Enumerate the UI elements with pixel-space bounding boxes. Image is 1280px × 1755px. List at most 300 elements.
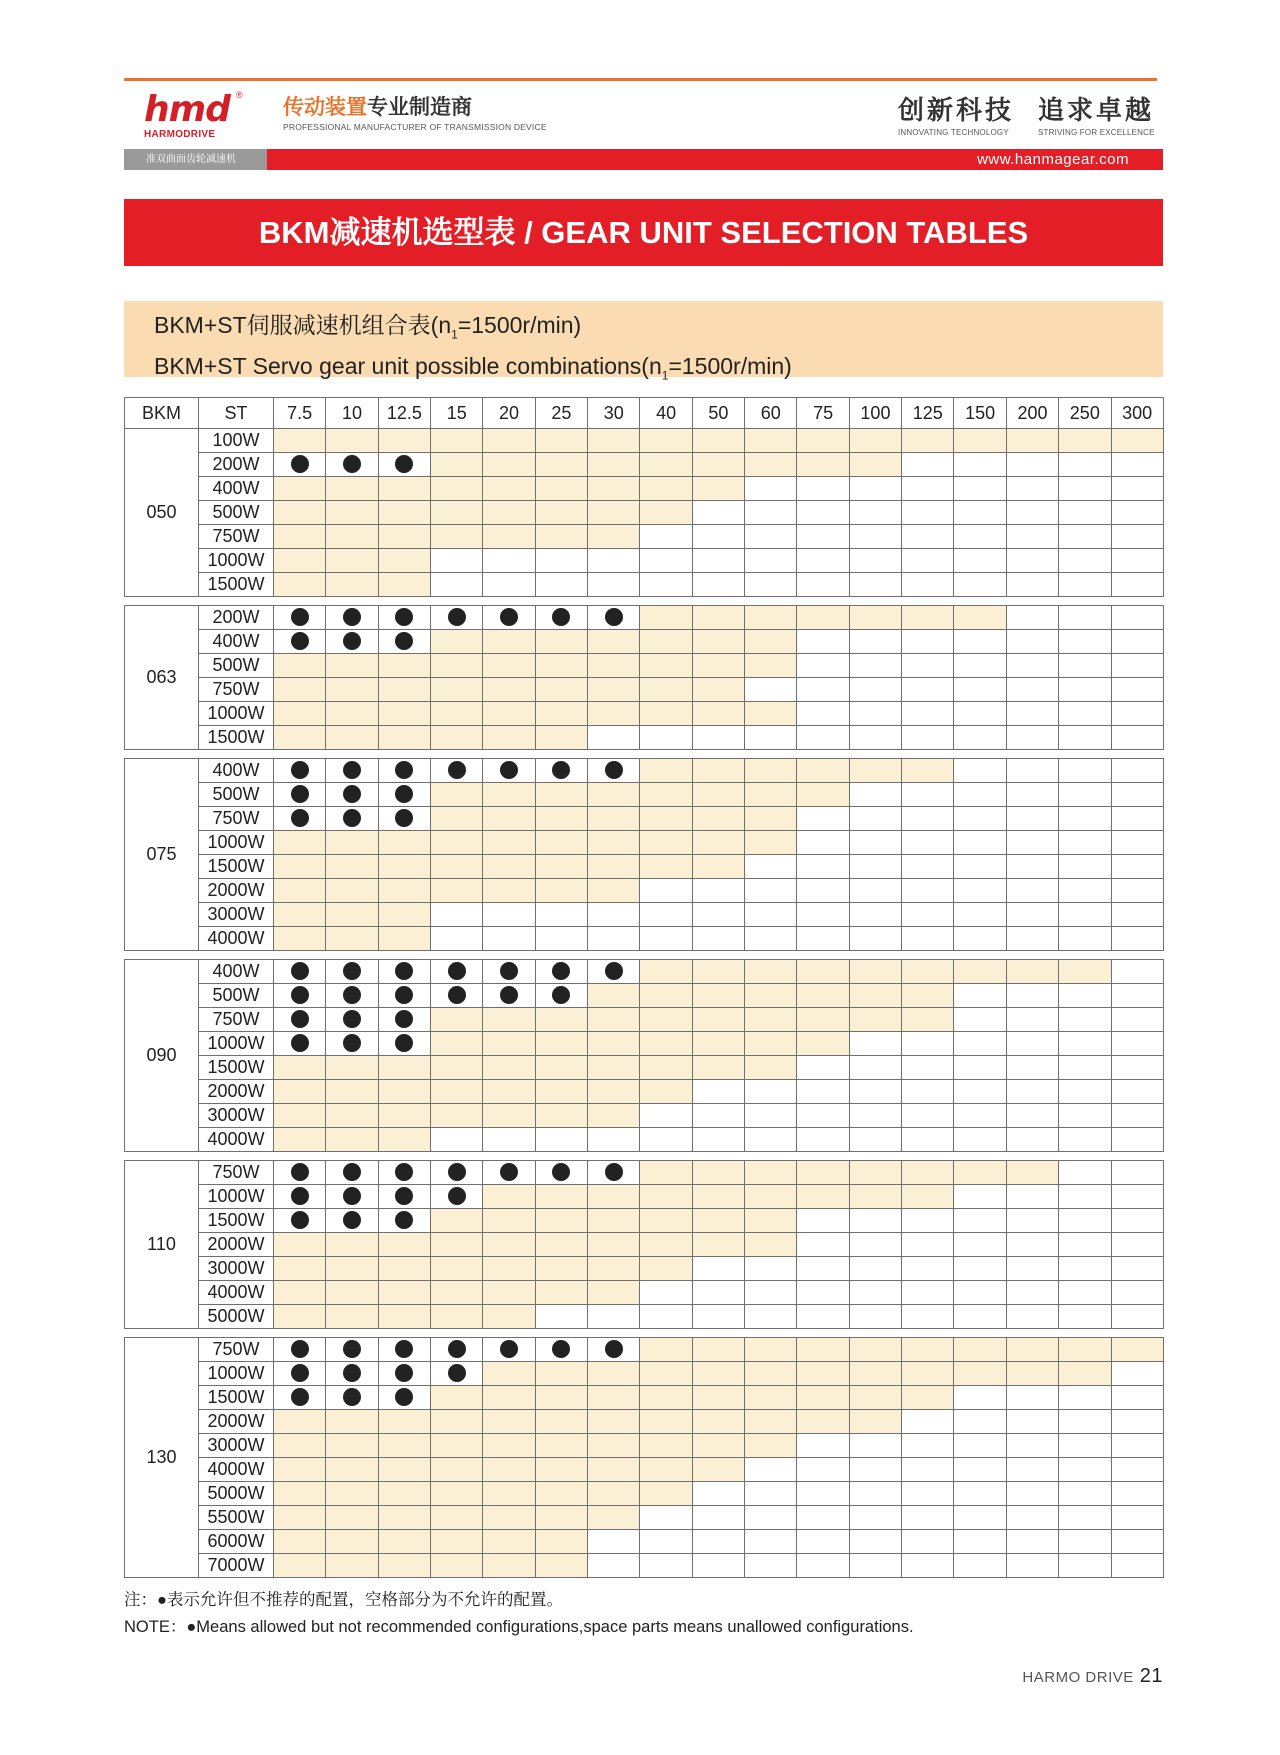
unallowed-cell bbox=[535, 573, 587, 597]
st-power-cell: 400W bbox=[199, 960, 274, 984]
unallowed-cell bbox=[954, 1434, 1006, 1458]
allowed-cell bbox=[745, 1233, 797, 1257]
header-ratio: 60 bbox=[745, 398, 797, 429]
not-recommended-cell bbox=[378, 1338, 430, 1362]
allowed-cell bbox=[378, 678, 430, 702]
unallowed-cell bbox=[1111, 477, 1163, 501]
allowed-cell bbox=[849, 429, 901, 453]
unallowed-cell bbox=[902, 903, 954, 927]
unallowed-cell bbox=[640, 525, 692, 549]
website-link[interactable]: www.hanmagear.com bbox=[267, 149, 1163, 170]
allowed-cell bbox=[849, 1362, 901, 1386]
table-row bbox=[125, 783, 1164, 807]
unallowed-cell bbox=[1111, 855, 1163, 879]
unallowed-cell bbox=[692, 1128, 744, 1152]
allowed-cell bbox=[745, 1209, 797, 1233]
allowed-cell bbox=[588, 1257, 640, 1281]
allowed-cell bbox=[326, 501, 378, 525]
allowed-cell bbox=[483, 1410, 535, 1434]
dot-icon bbox=[343, 1187, 361, 1205]
header-st: ST bbox=[199, 398, 274, 429]
table-row bbox=[125, 807, 1164, 831]
allowed-cell bbox=[640, 855, 692, 879]
not-recommended-cell bbox=[588, 606, 640, 630]
dot-icon bbox=[291, 809, 309, 827]
allowed-cell bbox=[954, 429, 1006, 453]
st-power-cell: 1500W bbox=[199, 573, 274, 597]
dot-icon bbox=[500, 986, 518, 1004]
unallowed-cell bbox=[797, 807, 849, 831]
allowed-cell bbox=[483, 501, 535, 525]
allowed-cell bbox=[535, 1458, 587, 1482]
table-row bbox=[125, 1305, 1164, 1329]
allowed-cell bbox=[692, 759, 744, 783]
allowed-cell bbox=[483, 1056, 535, 1080]
allowed-cell bbox=[378, 1104, 430, 1128]
unallowed-cell bbox=[797, 1128, 849, 1152]
unallowed-cell bbox=[954, 1209, 1006, 1233]
table-row bbox=[125, 960, 1164, 984]
st-power-cell: 3000W bbox=[199, 1257, 274, 1281]
allowed-cell bbox=[1006, 1362, 1058, 1386]
st-power-cell: 1000W bbox=[199, 1362, 274, 1386]
dot-icon bbox=[448, 986, 466, 1004]
allowed-cell bbox=[378, 1530, 430, 1554]
allowed-cell bbox=[849, 1338, 901, 1362]
unallowed-cell bbox=[1111, 702, 1163, 726]
allowed-cell bbox=[483, 807, 535, 831]
allowed-cell bbox=[483, 702, 535, 726]
unallowed-cell bbox=[954, 903, 1006, 927]
unallowed-cell bbox=[954, 1554, 1006, 1578]
not-recommended-cell bbox=[274, 984, 326, 1008]
unallowed-cell bbox=[1006, 903, 1058, 927]
not-recommended-cell bbox=[378, 453, 430, 477]
allowed-cell bbox=[535, 1362, 587, 1386]
table-row bbox=[125, 1482, 1164, 1506]
table-row bbox=[125, 477, 1164, 501]
unallowed-cell bbox=[1006, 678, 1058, 702]
allowed-cell bbox=[326, 879, 378, 903]
unallowed-cell bbox=[588, 1128, 640, 1152]
dot-icon bbox=[291, 1340, 309, 1358]
allowed-cell bbox=[326, 477, 378, 501]
allowed-cell bbox=[745, 654, 797, 678]
unallowed-cell bbox=[1111, 879, 1163, 903]
unallowed-cell bbox=[745, 1281, 797, 1305]
unallowed-cell bbox=[1006, 879, 1058, 903]
unallowed-cell bbox=[1059, 702, 1111, 726]
allowed-cell bbox=[483, 879, 535, 903]
unallowed-cell bbox=[954, 1281, 1006, 1305]
not-recommended-cell bbox=[326, 960, 378, 984]
dot-icon bbox=[448, 1187, 466, 1205]
unallowed-cell bbox=[745, 573, 797, 597]
unallowed-cell bbox=[535, 1305, 587, 1329]
bkm-size-cell: 090 bbox=[125, 960, 199, 1152]
table-header-row bbox=[125, 398, 1164, 429]
allowed-cell bbox=[483, 1008, 535, 1032]
table-row bbox=[125, 606, 1164, 630]
allowed-cell bbox=[274, 1305, 326, 1329]
unallowed-cell bbox=[1006, 984, 1058, 1008]
allowed-cell bbox=[588, 1209, 640, 1233]
dot-icon bbox=[343, 986, 361, 1004]
allowed-cell bbox=[431, 1554, 483, 1578]
unallowed-cell bbox=[431, 1128, 483, 1152]
not-recommended-cell bbox=[431, 984, 483, 1008]
allowed-cell bbox=[274, 549, 326, 573]
allowed-cell bbox=[326, 573, 378, 597]
table-row bbox=[125, 501, 1164, 525]
allowed-cell bbox=[535, 1386, 587, 1410]
bkm-size-cell: 110 bbox=[125, 1161, 199, 1329]
allowed-cell bbox=[745, 1434, 797, 1458]
allowed-cell bbox=[692, 1209, 744, 1233]
unallowed-cell bbox=[1059, 783, 1111, 807]
not-recommended-cell bbox=[535, 1338, 587, 1362]
allowed-cell bbox=[535, 630, 587, 654]
dot-icon bbox=[343, 1340, 361, 1358]
allowed-cell bbox=[535, 831, 587, 855]
dot-icon bbox=[343, 1163, 361, 1181]
table-row bbox=[125, 1209, 1164, 1233]
unallowed-cell bbox=[1006, 630, 1058, 654]
unallowed-cell bbox=[1059, 807, 1111, 831]
unallowed-cell bbox=[902, 1506, 954, 1530]
unallowed-cell bbox=[1006, 1386, 1058, 1410]
allowed-cell bbox=[535, 1185, 587, 1209]
st-power-cell: 1500W bbox=[199, 1386, 274, 1410]
allowed-cell bbox=[274, 1410, 326, 1434]
not-recommended-cell bbox=[326, 1185, 378, 1209]
allowed-cell bbox=[640, 678, 692, 702]
allowed-cell bbox=[483, 1080, 535, 1104]
allowed-cell bbox=[902, 1008, 954, 1032]
table-row bbox=[125, 984, 1164, 1008]
unallowed-cell bbox=[692, 549, 744, 573]
allowed-cell bbox=[274, 702, 326, 726]
allowed-cell bbox=[745, 1161, 797, 1185]
table-row bbox=[125, 1554, 1164, 1578]
allowed-cell bbox=[535, 477, 587, 501]
not-recommended-cell bbox=[535, 960, 587, 984]
allowed-cell bbox=[588, 1362, 640, 1386]
not-recommended-cell bbox=[483, 984, 535, 1008]
allowed-cell bbox=[274, 1257, 326, 1281]
allowed-cell bbox=[692, 678, 744, 702]
allowed-cell bbox=[588, 1506, 640, 1530]
unallowed-cell bbox=[849, 702, 901, 726]
st-power-cell: 1500W bbox=[199, 1056, 274, 1080]
allowed-cell bbox=[431, 807, 483, 831]
allowed-cell bbox=[588, 678, 640, 702]
header-ratio: 150 bbox=[954, 398, 1006, 429]
unallowed-cell bbox=[902, 1305, 954, 1329]
unallowed-cell bbox=[1111, 831, 1163, 855]
allowed-cell bbox=[1059, 429, 1111, 453]
allowed-cell bbox=[692, 453, 744, 477]
not-recommended-cell bbox=[378, 1362, 430, 1386]
allowed-cell bbox=[797, 984, 849, 1008]
unallowed-cell bbox=[1059, 1434, 1111, 1458]
allowed-cell bbox=[902, 984, 954, 1008]
not-recommended-cell bbox=[378, 606, 430, 630]
unallowed-cell bbox=[902, 654, 954, 678]
unallowed-cell bbox=[954, 453, 1006, 477]
allowed-cell bbox=[378, 1128, 430, 1152]
allowed-cell bbox=[588, 1281, 640, 1305]
unallowed-cell bbox=[954, 654, 1006, 678]
st-power-cell: 7000W bbox=[199, 1554, 274, 1578]
allowed-cell bbox=[431, 453, 483, 477]
allowed-cell bbox=[431, 1434, 483, 1458]
unallowed-cell bbox=[1059, 1185, 1111, 1209]
dot-icon bbox=[395, 962, 413, 980]
unallowed-cell bbox=[1059, 606, 1111, 630]
unallowed-cell bbox=[902, 573, 954, 597]
not-recommended-cell bbox=[535, 606, 587, 630]
allowed-cell bbox=[954, 1338, 1006, 1362]
page-footer bbox=[1022, 1665, 1163, 1688]
dot-icon bbox=[343, 1010, 361, 1028]
allowed-cell bbox=[797, 783, 849, 807]
allowed-cell bbox=[326, 1080, 378, 1104]
allowed-cell bbox=[745, 453, 797, 477]
allowed-cell bbox=[326, 855, 378, 879]
unallowed-cell bbox=[797, 1209, 849, 1233]
allowed-cell bbox=[483, 477, 535, 501]
st-power-cell: 5500W bbox=[199, 1506, 274, 1530]
allowed-cell bbox=[274, 1104, 326, 1128]
table-row bbox=[125, 678, 1164, 702]
not-recommended-cell bbox=[431, 759, 483, 783]
st-power-cell: 750W bbox=[199, 1338, 274, 1362]
allowed-cell bbox=[326, 903, 378, 927]
unallowed-cell bbox=[1059, 1128, 1111, 1152]
unallowed-cell bbox=[954, 879, 1006, 903]
allowed-cell bbox=[692, 807, 744, 831]
unallowed-cell bbox=[692, 903, 744, 927]
allowed-cell bbox=[378, 1410, 430, 1434]
allowed-cell bbox=[326, 1410, 378, 1434]
dot-icon bbox=[343, 761, 361, 779]
not-recommended-cell bbox=[535, 1161, 587, 1185]
allowed-cell bbox=[1111, 1338, 1163, 1362]
unallowed-cell bbox=[797, 477, 849, 501]
unallowed-cell bbox=[1111, 1233, 1163, 1257]
unallowed-cell bbox=[1111, 1185, 1163, 1209]
allowed-cell bbox=[640, 1056, 692, 1080]
allowed-cell bbox=[1111, 429, 1163, 453]
allowed-cell bbox=[640, 630, 692, 654]
unallowed-cell bbox=[849, 1281, 901, 1305]
allowed-cell bbox=[692, 831, 744, 855]
allowed-cell bbox=[692, 630, 744, 654]
not-recommended-cell bbox=[326, 1008, 378, 1032]
unallowed-cell bbox=[692, 1104, 744, 1128]
unallowed-cell bbox=[797, 1056, 849, 1080]
table-row bbox=[125, 1008, 1164, 1032]
allowed-cell bbox=[588, 477, 640, 501]
table-row bbox=[125, 1128, 1164, 1152]
dot-icon bbox=[500, 1340, 518, 1358]
allowed-cell bbox=[431, 1458, 483, 1482]
dot-icon bbox=[291, 632, 309, 650]
allowed-cell bbox=[326, 927, 378, 951]
table-row bbox=[125, 1104, 1164, 1128]
allowed-cell bbox=[431, 678, 483, 702]
allowed-cell bbox=[902, 1185, 954, 1209]
unallowed-cell bbox=[640, 726, 692, 750]
allowed-cell bbox=[692, 1458, 744, 1482]
unallowed-cell bbox=[797, 879, 849, 903]
unallowed-cell bbox=[849, 477, 901, 501]
allowed-cell bbox=[1006, 1338, 1058, 1362]
allowed-cell bbox=[588, 783, 640, 807]
unallowed-cell bbox=[849, 1554, 901, 1578]
unallowed-cell bbox=[1006, 1506, 1058, 1530]
not-recommended-cell bbox=[378, 807, 430, 831]
unallowed-cell bbox=[954, 1056, 1006, 1080]
allowed-cell bbox=[1059, 960, 1111, 984]
allowed-cell bbox=[431, 783, 483, 807]
unallowed-cell bbox=[588, 1530, 640, 1554]
unallowed-cell bbox=[797, 678, 849, 702]
unallowed-cell bbox=[1111, 1386, 1163, 1410]
st-power-cell: 1000W bbox=[199, 1032, 274, 1056]
allowed-cell bbox=[378, 1506, 430, 1530]
dot-icon bbox=[448, 608, 466, 626]
unallowed-cell bbox=[849, 831, 901, 855]
allowed-cell bbox=[640, 807, 692, 831]
unallowed-cell bbox=[483, 1128, 535, 1152]
allowed-cell bbox=[745, 1410, 797, 1434]
allowed-cell bbox=[431, 501, 483, 525]
allowed-cell bbox=[797, 1161, 849, 1185]
allowed-cell bbox=[849, 606, 901, 630]
allowed-cell bbox=[378, 1554, 430, 1578]
header-ratio: 300 bbox=[1111, 398, 1163, 429]
unallowed-cell bbox=[1006, 1257, 1058, 1281]
unallowed-cell bbox=[745, 855, 797, 879]
unallowed-cell bbox=[849, 1257, 901, 1281]
not-recommended-cell bbox=[483, 606, 535, 630]
allowed-cell bbox=[274, 501, 326, 525]
not-recommended-cell bbox=[588, 960, 640, 984]
unallowed-cell bbox=[1059, 453, 1111, 477]
dot-icon bbox=[500, 962, 518, 980]
table-row bbox=[125, 855, 1164, 879]
not-recommended-cell bbox=[378, 1386, 430, 1410]
allowed-cell bbox=[274, 903, 326, 927]
allowed-cell bbox=[797, 759, 849, 783]
st-power-cell: 1000W bbox=[199, 1185, 274, 1209]
allowed-cell bbox=[588, 831, 640, 855]
dot-icon bbox=[500, 608, 518, 626]
unallowed-cell bbox=[797, 525, 849, 549]
unallowed-cell bbox=[1111, 960, 1163, 984]
allowed-cell bbox=[588, 1056, 640, 1080]
allowed-cell bbox=[483, 1305, 535, 1329]
allowed-cell bbox=[745, 783, 797, 807]
unallowed-cell bbox=[849, 1056, 901, 1080]
unallowed-cell bbox=[1111, 927, 1163, 951]
allowed-cell bbox=[640, 477, 692, 501]
allowed-cell bbox=[274, 573, 326, 597]
unallowed-cell bbox=[431, 903, 483, 927]
not-recommended-cell bbox=[431, 1185, 483, 1209]
allowed-cell bbox=[535, 807, 587, 831]
allowed-cell bbox=[483, 1032, 535, 1056]
unallowed-cell bbox=[745, 879, 797, 903]
unallowed-cell bbox=[1059, 1233, 1111, 1257]
allowed-cell bbox=[274, 1554, 326, 1578]
dot-icon bbox=[500, 1163, 518, 1181]
unallowed-cell bbox=[902, 1056, 954, 1080]
unallowed-cell bbox=[1111, 1506, 1163, 1530]
not-recommended-cell bbox=[483, 960, 535, 984]
dot-icon bbox=[291, 962, 309, 980]
unallowed-cell bbox=[1059, 831, 1111, 855]
unallowed-cell bbox=[902, 501, 954, 525]
unallowed-cell bbox=[954, 807, 1006, 831]
tagline-cn: 传动装置专业制造商 bbox=[283, 96, 472, 119]
allowed-cell bbox=[692, 1410, 744, 1434]
allowed-cell bbox=[431, 1233, 483, 1257]
unallowed-cell bbox=[797, 1506, 849, 1530]
allowed-cell bbox=[431, 1257, 483, 1281]
allowed-cell bbox=[745, 1338, 797, 1362]
unallowed-cell bbox=[902, 1080, 954, 1104]
table-row bbox=[125, 1458, 1164, 1482]
allowed-cell bbox=[692, 429, 744, 453]
allowed-cell bbox=[535, 678, 587, 702]
st-power-cell: 3000W bbox=[199, 1104, 274, 1128]
unallowed-cell bbox=[692, 1080, 744, 1104]
allowed-cell bbox=[797, 1338, 849, 1362]
dot-icon bbox=[448, 1163, 466, 1181]
allowed-cell bbox=[326, 1233, 378, 1257]
unallowed-cell bbox=[483, 927, 535, 951]
unallowed-cell bbox=[692, 1530, 744, 1554]
header-ratio: 75 bbox=[797, 398, 849, 429]
allowed-cell bbox=[274, 1056, 326, 1080]
st-power-cell: 5000W bbox=[199, 1482, 274, 1506]
allowed-cell bbox=[483, 1482, 535, 1506]
allowed-cell bbox=[640, 1257, 692, 1281]
allowed-cell bbox=[431, 702, 483, 726]
allowed-cell bbox=[483, 678, 535, 702]
allowed-cell bbox=[535, 1410, 587, 1434]
allowed-cell bbox=[431, 429, 483, 453]
allowed-cell bbox=[274, 429, 326, 453]
allowed-cell bbox=[745, 429, 797, 453]
allowed-cell bbox=[640, 960, 692, 984]
dot-icon bbox=[343, 1211, 361, 1229]
table-row bbox=[125, 1032, 1164, 1056]
unallowed-cell bbox=[535, 549, 587, 573]
unallowed-cell bbox=[1006, 807, 1058, 831]
allowed-cell bbox=[692, 1362, 744, 1386]
bkm-size-cell: 063 bbox=[125, 606, 199, 750]
allowed-cell bbox=[431, 1080, 483, 1104]
unallowed-cell bbox=[954, 783, 1006, 807]
unallowed-cell bbox=[640, 1104, 692, 1128]
unallowed-cell bbox=[849, 1233, 901, 1257]
allowed-cell bbox=[902, 759, 954, 783]
unallowed-cell bbox=[1006, 1530, 1058, 1554]
